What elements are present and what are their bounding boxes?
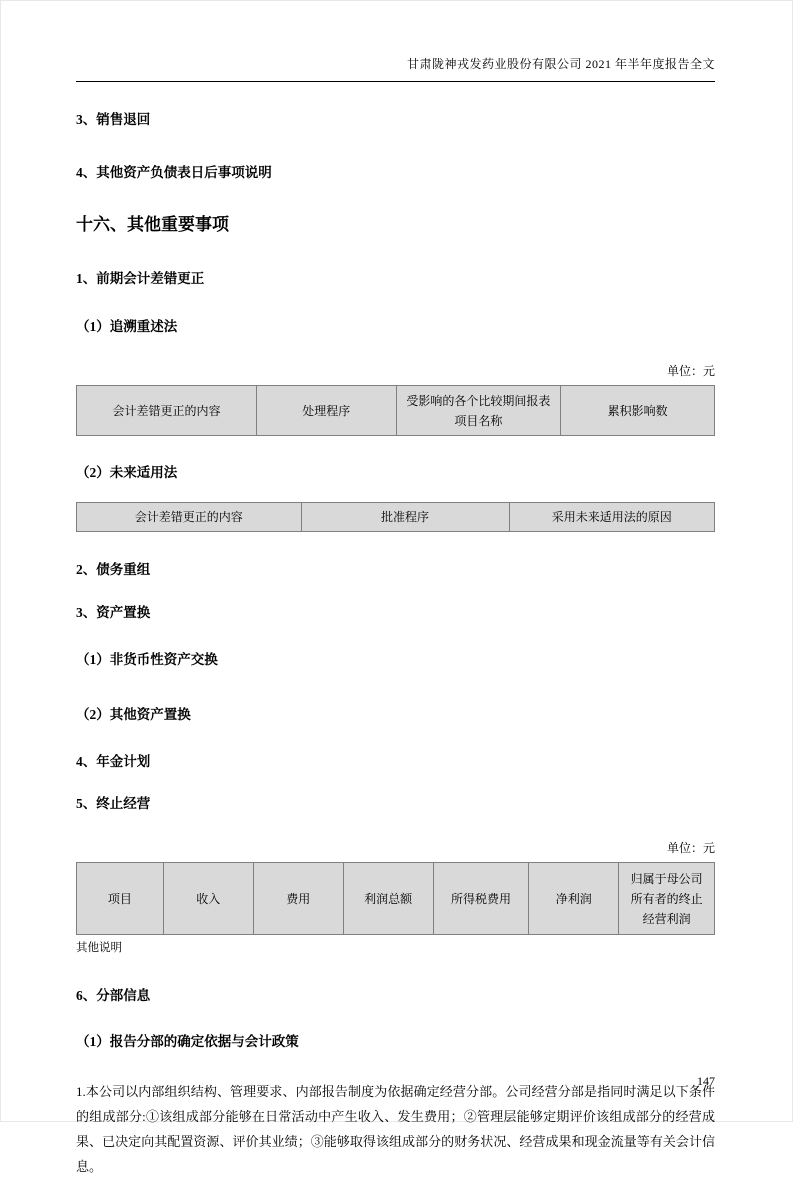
table-header-cell: 会计差错更正的内容: [77, 386, 257, 436]
table-header-cell: 受影响的各个比较期间报表项目名称: [396, 386, 561, 436]
retrospective-table: [76, 385, 715, 436]
table-header-cell: 累积影响数: [561, 386, 715, 436]
table-header-cell: 归属于母公司所有者的终止经营利润: [619, 863, 715, 935]
heading-post-balance-events: 4、其他资产负债表日后事项说明: [76, 165, 272, 180]
unit-label-discontinued: 单位：元: [666, 841, 715, 855]
heading-debt-restructuring: 2、债务重组: [76, 562, 151, 577]
heading-discontinued-operation: 5、终止经营: [76, 796, 151, 811]
heading-prospective-method: （2）未来适用法: [76, 465, 178, 480]
table-header-cell: 利润总额: [343, 863, 433, 935]
table-header-row: [77, 386, 715, 436]
doc-header-title: 甘肃陇神戎发药业股份有限公司 2021 年半年度报告全文: [76, 1, 715, 82]
heading-sales-return: 3、销售退回: [76, 112, 151, 127]
heading-nonmonetary-exchange: （1）非货币性资产交换: [76, 652, 218, 667]
table-header-cell: 费用: [253, 863, 343, 935]
discontinued-table: [76, 862, 715, 935]
table-header-cell: 项目: [77, 863, 164, 935]
heading-prior-error-correction: 1、前期会计差错更正: [76, 271, 205, 286]
table-header-cell: 净利润: [529, 863, 619, 935]
page-content: [1, 1, 792, 1179]
heading-segment-basis: （1）报告分部的确定依据与会计政策: [76, 1034, 299, 1049]
heading-annuity-plan: 4、年金计划: [76, 754, 151, 769]
table-header-cell: 批准程序: [301, 503, 509, 532]
other-note-label: 其他说明: [76, 942, 122, 954]
table-header-cell: 会计差错更正的内容: [77, 503, 302, 532]
heading-segment-info: 6、分部信息: [76, 988, 151, 1003]
table-header-row: [77, 863, 715, 935]
heading-chapter-16: 十六、其他重要事项: [76, 215, 229, 234]
table-header-row: [77, 503, 715, 532]
heading-asset-swap: 3、资产置换: [76, 605, 151, 620]
heading-other-asset-swap: （2）其他资产置换: [76, 707, 191, 722]
unit-label-retrospective: 单位：元: [666, 364, 715, 378]
table-header-cell: 处理程序: [256, 386, 396, 436]
heading-retrospective-method: （1）追溯重述法: [76, 319, 178, 334]
prospective-table: [76, 502, 715, 532]
table-header-cell: 采用未来适用法的原因: [509, 503, 714, 532]
table-header-cell: 收入: [163, 863, 253, 935]
segment-basis-paragraph: 1.本公司以内部组织结构、管理要求、内部报告制度为依据确定经营分部。公司经营分部是指同时满足以下条件的组成部分:①该组成部分能够在日常活动中产生收入、发生费用；②管理层能够定期评价该组成部分的经营成果、已决定向其配置资源、评价其业绩；③能够取得该组成部分的财务状况、经营成果和现金流量等有关会计信息。: [76, 1084, 715, 1174]
table-header-cell: 所得税费用: [433, 863, 529, 935]
page-number: 147: [697, 1074, 715, 1088]
